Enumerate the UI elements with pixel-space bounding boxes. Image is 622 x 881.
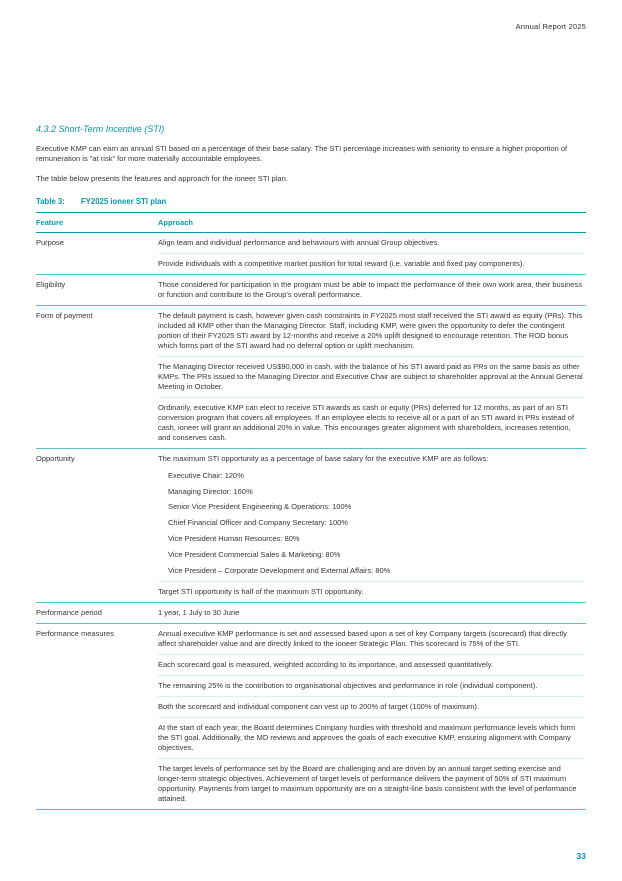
approach-paragraph: Target STI opportunity is half of the maximum STI opportunity. [158, 581, 584, 597]
approach-paragraph: Align team and individual performance and behaviours with annual Group objectives. [158, 238, 440, 248]
opportunity-list-item: Managing Director: 160% [168, 486, 253, 496]
table-header-row [36, 212, 586, 233]
table-title-text: FY2025 ioneer STI plan [80, 197, 167, 207]
approach-cell [158, 629, 586, 804]
approach-paragraph: Ordinarily, executive KMP can elect to receive STI awards as cash or equity (PRs) deferred for 12 months, as part of an STI conversion program that covers all employees. If an employee elects to receive all or a part of an STI award in PRs instead of cash, ioneer will grant an additional 20% in value. This encourages greater alignment with shareholders, increases retention, and conserves cash. [158, 397, 584, 443]
table-row [36, 623, 586, 809]
approach-paragraph: Each scorecard goal is measured, weighted according to its importance, and assessed quantitatively. [158, 654, 584, 670]
table-row [36, 602, 586, 623]
approach-paragraph: The Managing Director received US$90,000 in cash, with the balance of his STI award paid as PRs on the same basis as other KMPs. The PRs issued to the Managing Director and Executive Chair are subject to shareholder approval at the Annual General Meeting in October. [158, 356, 584, 392]
intro-paragraph-1: Executive KMP can earn an annual STI based on a percentage of their base salary. The STI percentage increases with seniority to ensure a higher proportion of remuneration is "at risk" for more materially accountable employees. [36, 144, 568, 164]
sti-plan-table [36, 212, 586, 810]
opportunity-list-item: Senior Vice President Engineering & Operations: 100% [168, 502, 352, 512]
approach-paragraph: Provide individuals with a competitive market position for total reward (i.e. variable and fixed pay components). [158, 253, 584, 269]
opportunity-list-item: Executive Chair: 120% [168, 470, 244, 480]
intro-paragraphs [36, 144, 586, 184]
opportunity-list-item: Vice President Human Resources: 80% [168, 534, 300, 544]
approach-paragraph: Those considered for participation in the program must be able to impact the performance of their own work area, their business or function and contribute to the Group's overall performance. [158, 279, 582, 299]
section-heading: 4.3.2 Short-Term Incentive (STI) [36, 124, 165, 134]
opportunity-list-item: Chief Financial Officer and Company Secretary: 100% [168, 518, 348, 528]
approach-paragraph: 1 year, 1 July to 30 June [158, 608, 240, 618]
approach-cell [158, 454, 586, 598]
page-content [36, 124, 586, 810]
approach-paragraph: The maximum STI opportunity as a percentage of base salary for the executive KMP are as follows: [158, 453, 489, 463]
approach-cell [158, 238, 586, 269]
approach-paragraph: The remaining 25% is the contribution to organisational objectives and performance in role (individual component). [158, 675, 584, 691]
approach-cell [158, 608, 586, 618]
table-row [36, 305, 586, 448]
table-title-label: Table 3: [36, 197, 65, 207]
approach-cell [158, 311, 586, 443]
feature-cell: Eligibility [36, 279, 66, 289]
approach-cell [158, 280, 586, 300]
column-header-feature: Feature [36, 218, 64, 228]
page-header-right: Annual Report 2025 [515, 22, 586, 31]
table-row [36, 274, 586, 305]
approach-paragraph: The default payment is cash, however given cash constraints in FY2025 most staff received the STI award as equity (PRs). This included all KMP other than the Managing Director. Staff, including KMP, were given the opportunity to defer the contingent portion of their FY2025 STI award by 12-months and receive a 20% uplift designed to encourage retention. The ROD bonus which forms part of the STI award had no deferral option or uplift mechanism. [158, 310, 583, 350]
table-title [36, 197, 586, 206]
approach-paragraph: At the start of each year, the Board determines Company hurdles with threshold and maximum performance levels which form the STI goal. Additionally, the MD reviews and approves the goals of each executive KMP, ensuring alignment with Company objectives. [158, 717, 584, 753]
opportunity-list-item: Vice President Commercial Sales & Marketing: 80% [168, 550, 341, 560]
feature-cell: Opportunity [36, 453, 75, 463]
feature-cell: Performance period [36, 608, 102, 618]
approach-paragraph: The target levels of performance set by the Board are challenging and are driven by an annual target setting exercise and longer-term strategic objectives. Achievement of target levels of performance delivers the payment of 50% of STI maximum opportunity. Payments from target to maximum opportunity are on a straight-line basis consistent with the level of performance attained. [158, 758, 584, 804]
feature-cell: Performance measures [36, 629, 114, 639]
table-row [36, 233, 586, 274]
approach-paragraph: Annual executive KMP performance is set and assessed based upon a set of key Company targets (scorecard) that directly affect shareholder value and are directly linked to the ioneer Strategic Plan. This scorecard is 75% of the STI. [158, 629, 567, 649]
feature-cell: Form of payment [36, 310, 93, 320]
feature-cell: Purpose [36, 238, 64, 248]
column-header-approach: Approach [158, 218, 194, 228]
intro-paragraph-2: The table below presents the features and approach for the ioneer STI plan. [36, 173, 288, 183]
table-row [36, 448, 586, 603]
approach-paragraph: Both the scorecard and individual component can vest up to 200% of target (100% of maximum). [158, 696, 584, 712]
sti-table-body [36, 233, 586, 809]
page-number: 33 [576, 851, 586, 861]
opportunity-list-item: Vice President – Corporate Development and External Affairs: 80% [168, 566, 391, 576]
